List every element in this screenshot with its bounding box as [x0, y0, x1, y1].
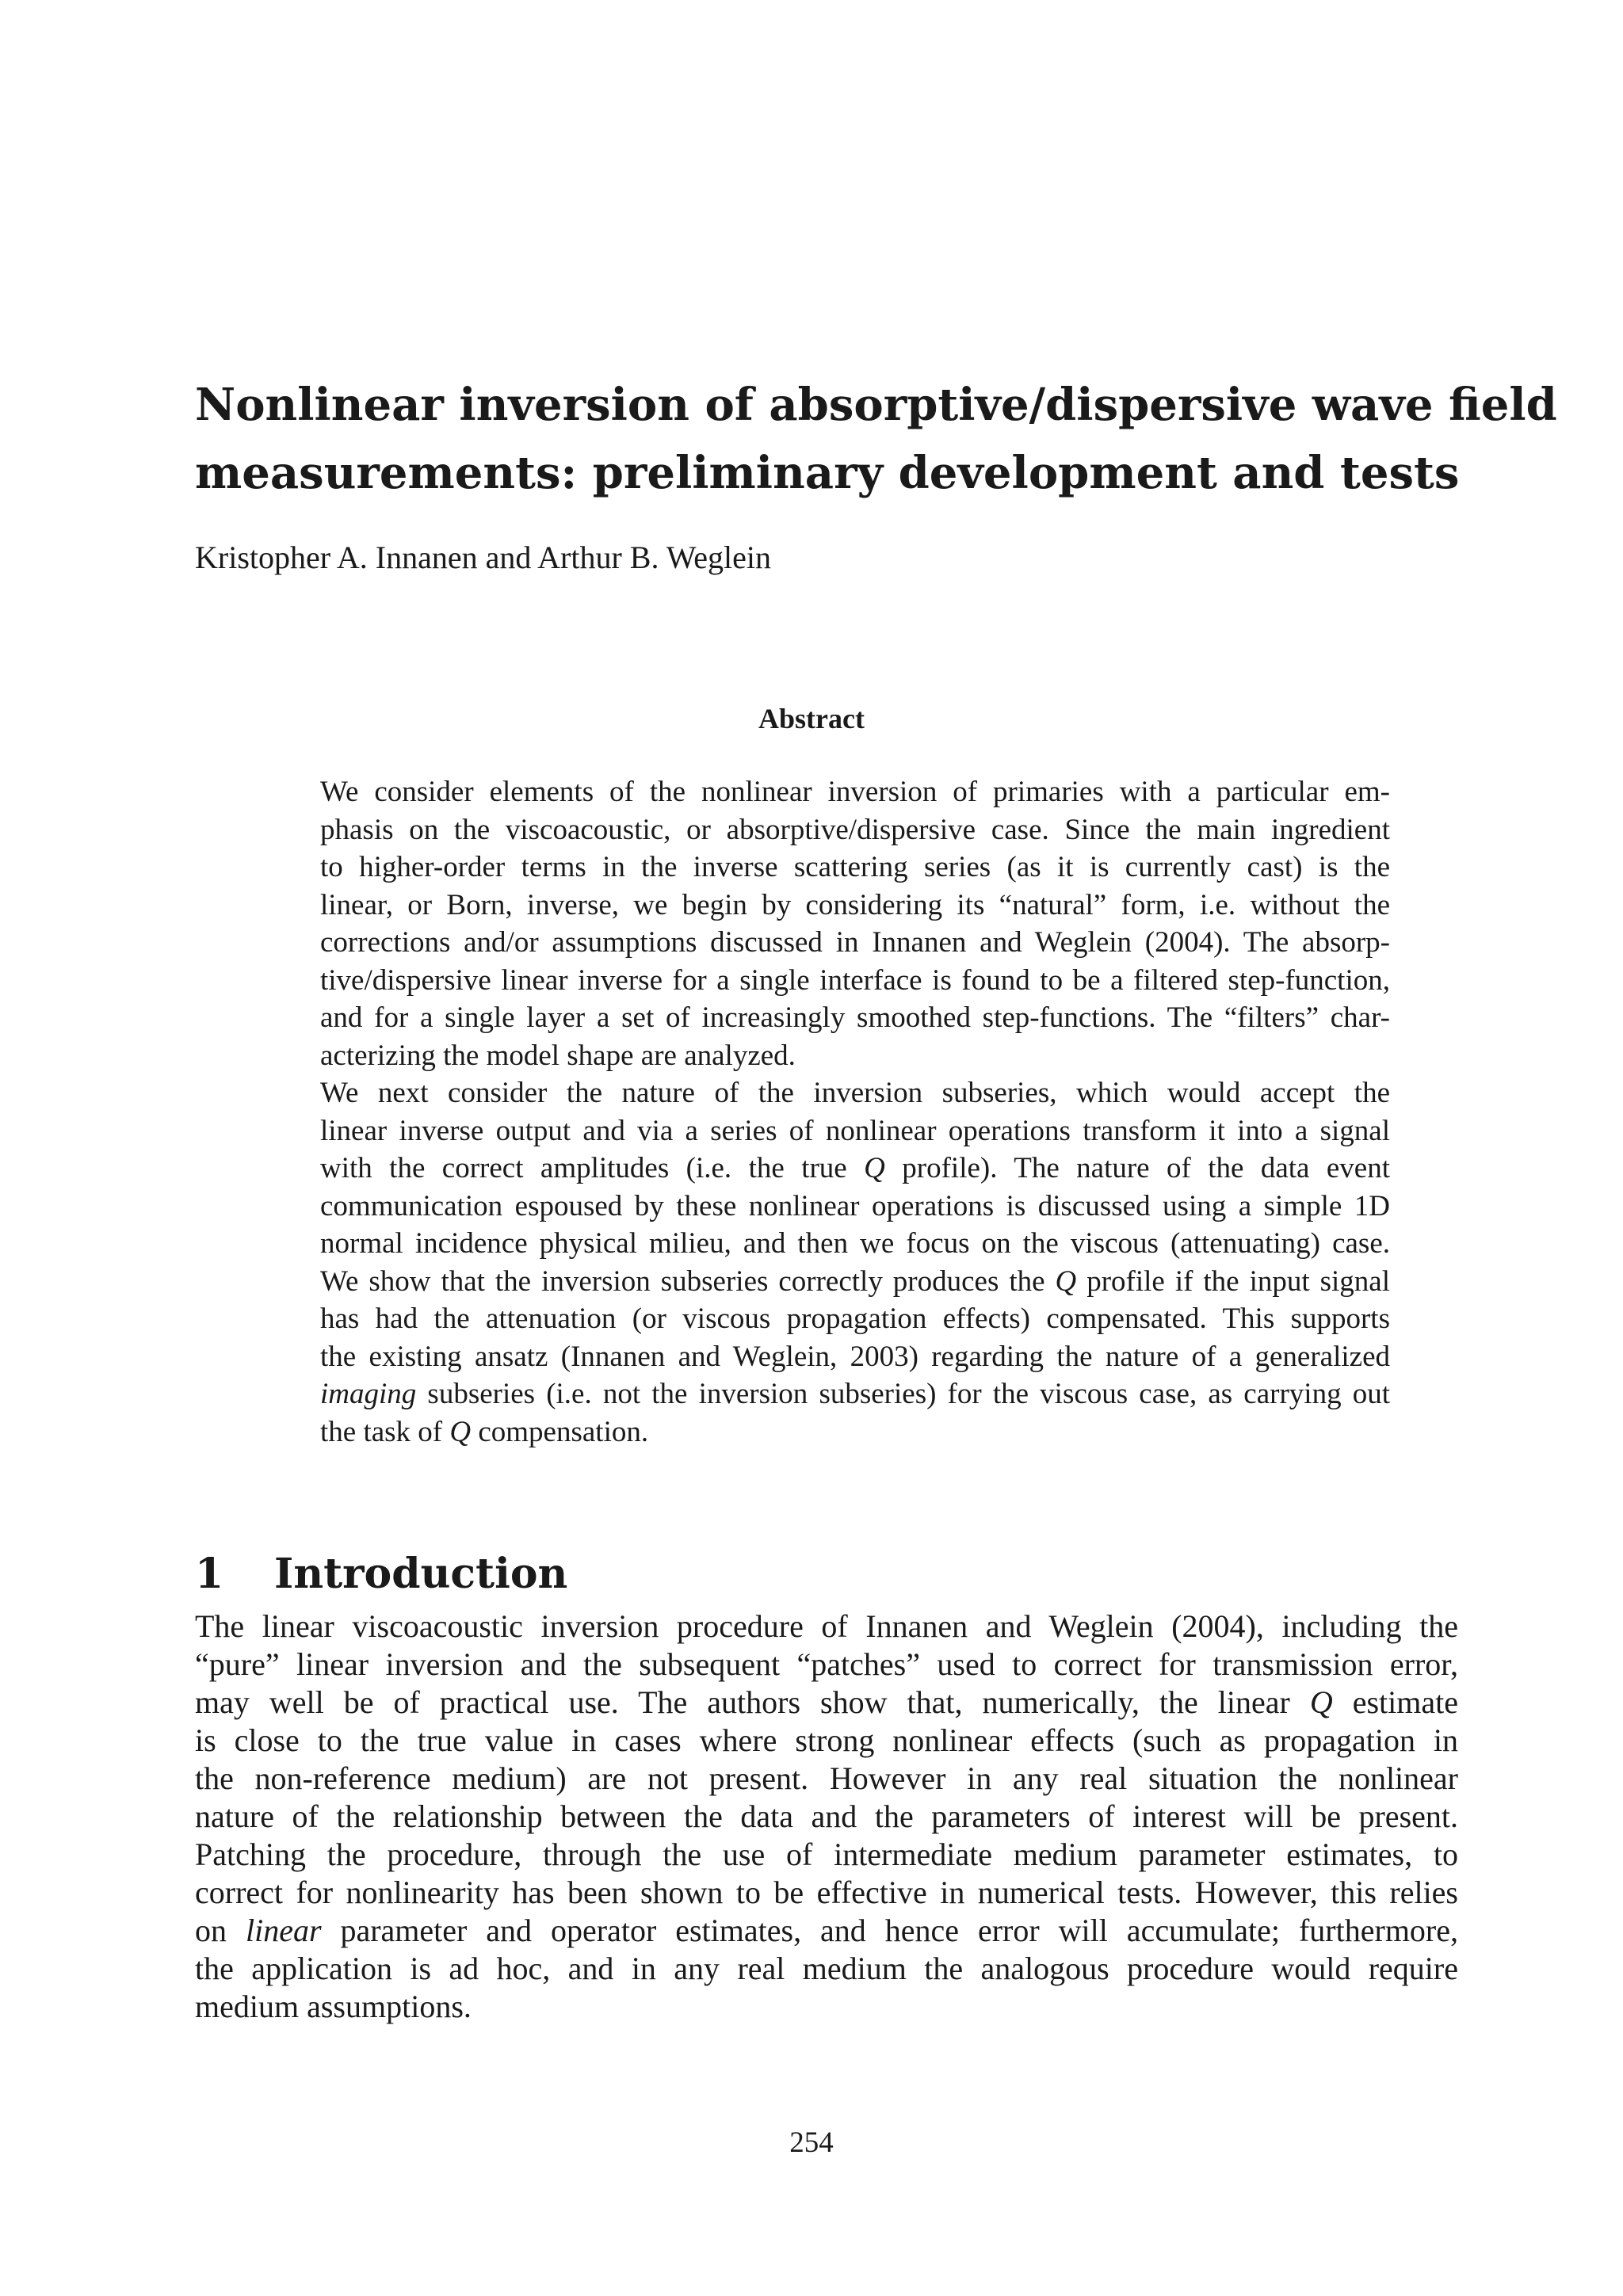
intro-line: correct for nonlinearity has been shown to be effective in numerical tests. However, this relies [195, 1875, 1458, 1910]
abstract-line: corrections and/or assumptions discussed in Innanen and Weglein (2004). The absorp- [320, 926, 1390, 959]
abstract-line: normal incidence physical milieu, and then we focus on the viscous (attenuating) case. [320, 1227, 1390, 1260]
intro-line: The linear viscoacoustic inversion procedure of Innanen and Weglein (2004), including the [195, 1608, 1458, 1644]
abstract-paragraph-2 [277, 1074, 1390, 1451]
abstract-line: acterizing the model shape are analyzed. [320, 1039, 796, 1072]
abstract-line: linear inverse output and via a series of nonlinear operations transform it into a signal [320, 1114, 1390, 1147]
abstract-line: We consider elements of the nonlinear inversion of primaries with a particular em- [320, 776, 1390, 808]
italic-text: linear [245, 1913, 322, 1948]
intro-line: the non-reference medium) are not present. However in any real situation the nonlinear [195, 1760, 1458, 1796]
abstract-line [277, 1375, 1390, 1413]
intro-line: nature of the relationship between the data and the parameters of interest will be present. [195, 1798, 1458, 1834]
text-run: on [195, 1913, 246, 1948]
text-run: compensation. [471, 1415, 649, 1448]
abstract-line: to higher-order terms in the inverse scattering series (as it is currently cast) is the [320, 851, 1390, 883]
q-symbol: Q [1055, 1264, 1077, 1298]
title-line-1: Nonlinear inversion of absorptive/dispersive wave field [195, 379, 1557, 431]
abstract-line: linear, or Born, inverse, we begin by considering its “natural” form, i.e. without the [320, 888, 1390, 921]
text-run: estimate [1332, 1684, 1458, 1720]
title-line-2: measurements: preliminary development and tests [195, 447, 1460, 499]
abstract-line [277, 1263, 1390, 1301]
abstract-line [277, 1150, 1390, 1188]
text-run: We show that the inversion subseries correctly produces the [320, 1264, 1056, 1298]
abstract-paragraph-1 [277, 773, 1390, 1074]
italic-text: imaging [320, 1378, 417, 1410]
intro-line [195, 1684, 1458, 1722]
text-run: may well be of practical use. The authors show that, numerically, the linear [195, 1684, 1310, 1720]
text-run: with the correct amplitudes (i.e. the true [320, 1152, 865, 1184]
text-run: profile if the input signal [1076, 1264, 1390, 1298]
section-heading [195, 1549, 567, 1600]
abstract-body [277, 773, 1390, 1451]
section-number: 1 [195, 1550, 224, 1599]
text-run: parameter and operator estimates, and hence error will accumulate; furthermore, [321, 1913, 1459, 1948]
intro-line: “pure” linear inversion and the subsequent “patches” used to correct for transmission error, [195, 1646, 1458, 1682]
author-list: Kristopher A. Innanen and Arthur B. Weglein [195, 540, 772, 575]
abstract-line: the existing ansatz (Innanen and Weglein, 2003) regarding the nature of a generalized [320, 1340, 1390, 1373]
introduction-paragraph [195, 1608, 1458, 2026]
q-symbol: Q [449, 1415, 472, 1448]
page-number: 254 [789, 2126, 834, 2159]
intro-line [195, 1912, 1458, 1950]
abstract-line: has had the attenuation (or viscous propagation effects) compensated. This supports [320, 1302, 1390, 1335]
text-run: profile). The nature of the data event [884, 1152, 1390, 1184]
paper-title [195, 371, 1557, 507]
section-title: Introduction [274, 1550, 568, 1599]
abstract-line: We next consider the nature of the inversion subseries, which would accept the [320, 1077, 1390, 1109]
text-run: subseries (i.e. not the inversion subseries) for the viscous case, as carrying out [416, 1378, 1390, 1410]
abstract-line: communication espoused by these nonlinear operations is discussed using a simple 1D [320, 1189, 1390, 1222]
intro-line: the application is ad hoc, and in any real medium the analogous procedure would require [195, 1951, 1458, 1986]
abstract-line [277, 1413, 1390, 1451]
intro-line: is close to the true value in cases where strong nonlinear effects (such as propagation in [195, 1722, 1458, 1758]
text-run: the task of [320, 1415, 450, 1448]
introduction-body [195, 1608, 1458, 2026]
abstract-line: tive/dispersive linear inverse for a single interface is found to be a filtered step-function, [320, 963, 1390, 997]
abstract-line: phasis on the viscoacoustic, or absorptive/dispersive case. Since the main ingredient [320, 813, 1390, 846]
intro-line: medium assumptions. [195, 1989, 472, 2024]
intro-line: Patching the procedure, through the use of intermediate medium parameter estimates, to [195, 1836, 1458, 1872]
abstract-heading: Abstract [758, 703, 865, 734]
q-symbol: Q [864, 1152, 885, 1184]
q-symbol: Q [1309, 1684, 1333, 1720]
abstract-line: and for a single layer a set of increasingly smoothed step-functions. The “filters” char- [320, 1001, 1390, 1034]
